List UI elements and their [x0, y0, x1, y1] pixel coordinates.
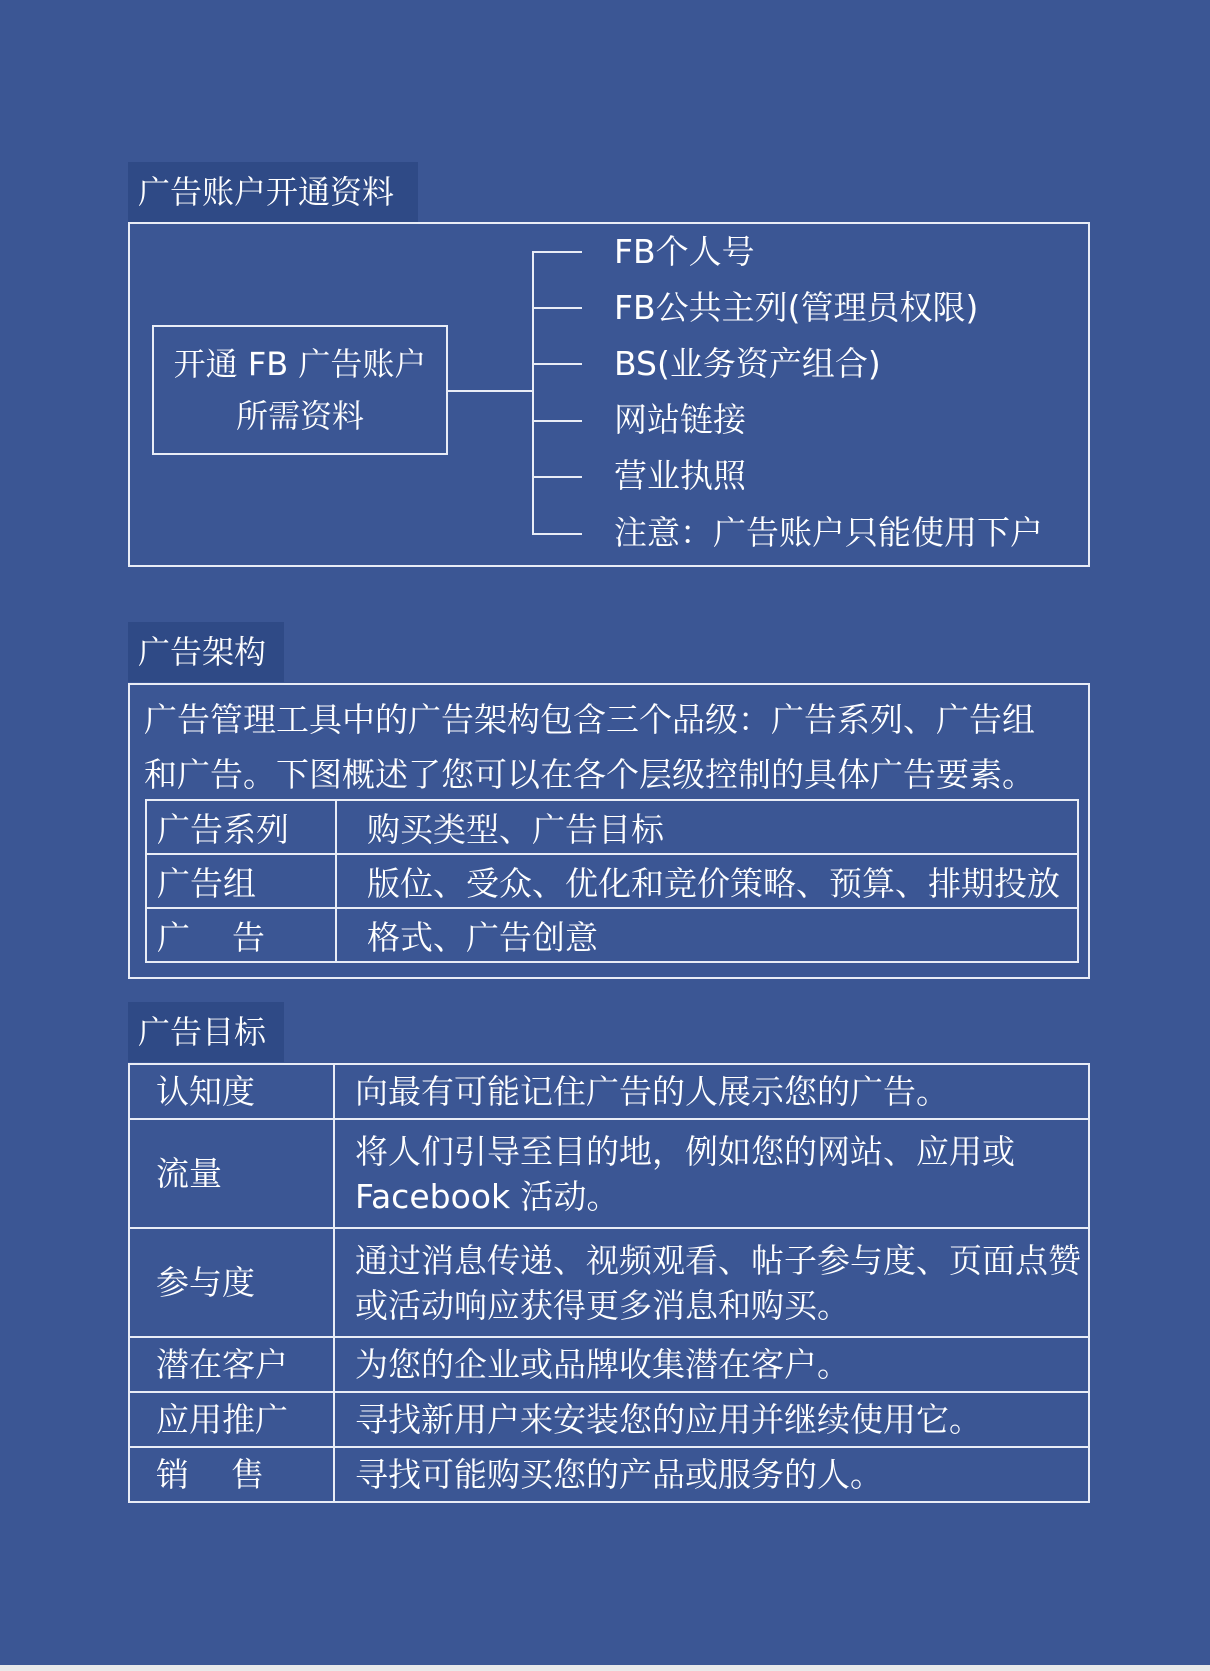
- requirement-item: FB公共主列(管理员权限): [614, 288, 979, 327]
- objective-name: 认知度: [129, 1064, 334, 1119]
- table-row: [146, 908, 1078, 962]
- branch-line: [532, 476, 582, 478]
- table-row: [146, 854, 1078, 908]
- account-center-node: [152, 325, 448, 455]
- branch-line: [532, 420, 582, 422]
- structure-intro-line2: 和广告。下图概述了您可以在各个层级控制的具体广告要素。: [144, 755, 1035, 794]
- objective-desc: 将人们引导至目的地，例如您的网站、应用或 Facebook 活动。: [334, 1119, 1089, 1228]
- objective-desc: 寻找新用户来安装您的应用并继续使用它。: [334, 1392, 1089, 1447]
- requirement-item: FB个人号: [614, 232, 755, 271]
- requirement-item: BS(业务资产组合): [614, 344, 881, 383]
- level-cell: 广 告: [146, 908, 336, 962]
- branch-line: [532, 251, 582, 253]
- objective-desc: 寻找可能购买您的产品或服务的人。: [334, 1447, 1089, 1502]
- elements-cell: 版位、受众、优化和竞价策略、预算、排期投放: [336, 854, 1078, 908]
- requirement-item: 营业执照: [614, 456, 746, 495]
- table-row: [129, 1337, 1089, 1392]
- objective-name: 参与度: [129, 1228, 334, 1337]
- requirement-note: 注意：广告账户只能使用下户: [614, 513, 1043, 552]
- objective-desc: 通过消息传递、视频观看、帖子参与度、页面点赞或活动响应获得更多消息和购买。: [334, 1228, 1089, 1337]
- branch-line: [532, 363, 582, 365]
- branch-line: [532, 533, 582, 535]
- center-node-line2: 所需资料: [235, 397, 364, 435]
- center-node-line1: 开通 FB 广告账户: [173, 345, 427, 383]
- account-section-title: 广告账户开通资料: [128, 162, 418, 222]
- structure-intro-line1: 广告管理工具中的广告架构包含三个品级：广告系列、广告组: [144, 700, 1035, 739]
- objective-desc: 为您的企业或品牌收集潜在客户。: [334, 1337, 1089, 1392]
- table-row: [129, 1392, 1089, 1447]
- bottom-border: [0, 1665, 1210, 1671]
- structure-table: [145, 799, 1079, 963]
- table-row: [129, 1064, 1089, 1119]
- structure-intro: [144, 692, 1084, 802]
- objective-name: 流量: [129, 1119, 334, 1228]
- connector-horizontal: [448, 390, 532, 392]
- branch-line: [532, 307, 582, 309]
- table-row: [129, 1228, 1089, 1337]
- objective-name: 应用推广: [129, 1392, 334, 1447]
- level-cell: 广告系列: [146, 800, 336, 854]
- structure-section-title: 广告架构: [128, 622, 284, 682]
- table-row: [129, 1447, 1089, 1502]
- objective-section-title: 广告目标: [128, 1002, 284, 1062]
- requirement-item: 网站链接: [614, 400, 746, 439]
- table-row: [146, 800, 1078, 854]
- table-row: [129, 1119, 1089, 1228]
- objective-name: 销 售: [129, 1447, 334, 1502]
- level-cell: 广告组: [146, 854, 336, 908]
- objective-desc: 向最有可能记住广告的人展示您的广告。: [334, 1064, 1089, 1119]
- elements-cell: 格式、广告创意: [336, 908, 1078, 962]
- objective-table: [128, 1063, 1090, 1503]
- objective-name: 潜在客户: [129, 1337, 334, 1392]
- elements-cell: 购买类型、广告目标: [336, 800, 1078, 854]
- connector-vertical: [532, 251, 534, 534]
